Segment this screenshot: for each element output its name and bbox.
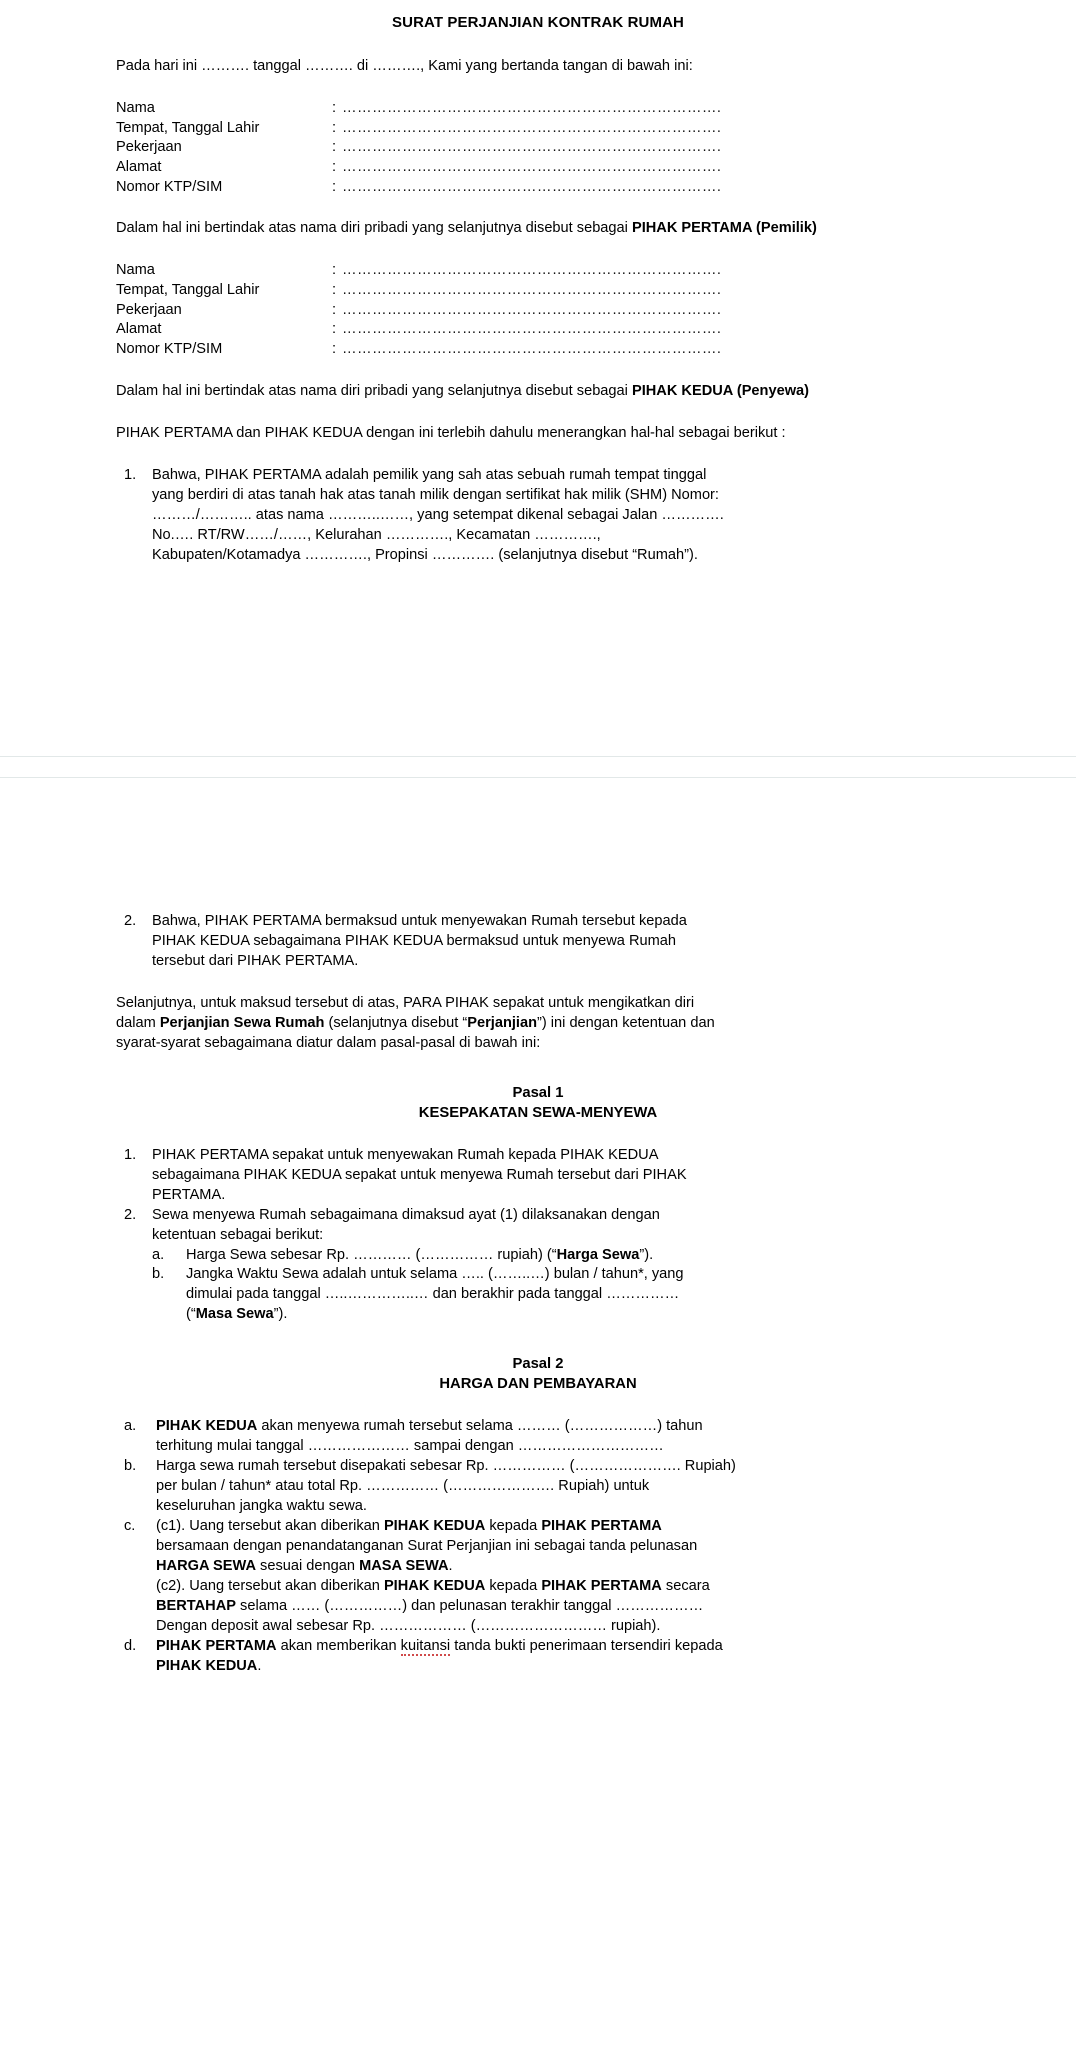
field-dots-pekerjaan[interactable]: ………………………………………………………………….	[342, 301, 722, 318]
field-row-nomor-ktp-sim	[116, 340, 960, 360]
page-separator	[0, 756, 1076, 778]
field-row-tempat-tanggal-lahir	[116, 281, 960, 301]
field-label-pekerjaan: Pekerjaan	[116, 301, 182, 318]
item-line: Dengan deposit awal sebesar Rp. ……………… (……………………… rupiah).	[156, 1618, 661, 1635]
pasal-1-number: Pasal 1	[512, 1084, 564, 1101]
subitem-marker: b.	[152, 1266, 165, 1283]
field-dots-tempat-tanggal-lahir[interactable]: ………………………………………………………………….	[342, 282, 722, 299]
item-marker: b.	[124, 1458, 137, 1475]
document-title: SURAT PERJANJIAN KONTRAK RUMAH	[392, 14, 684, 31]
recital-line: Bahwa, PIHAK PERTAMA adalah pemilik yang sah atas sebuah rumah tempat tinggal	[152, 466, 707, 483]
party-one-statement-text: Dalam hal ini bertindak atas nama diri pribadi yang selanjutnya disebut sebagai	[116, 220, 632, 237]
party-one-statement	[116, 219, 960, 239]
recital-item-1	[116, 466, 960, 566]
field-colon: :	[332, 301, 337, 318]
field-colon: :	[332, 119, 337, 136]
field-label-alamat: Alamat	[116, 321, 162, 338]
field-dots-nama[interactable]: ………………………………………………………………….	[342, 99, 722, 116]
field-colon: :	[332, 159, 337, 176]
preamble-paragraph: PIHAK PERTAMA dan PIHAK KEDUA dengan ini terlebih dahulu menerangkan hal-hal sebagai berikut :	[116, 424, 786, 441]
field-row-tempat-tanggal-lahir	[116, 119, 960, 139]
item-line: HARGA SEWA sesuai dengan MASA SEWA.	[156, 1558, 453, 1575]
agreement-shortname-bold: Perjanjian	[467, 1014, 538, 1031]
pasal-1-subitem-a	[152, 1246, 960, 1266]
subitem-line: Harga Sewa sebesar Rp. ………… (…………… rupiah) (“Harga Sewa”).	[186, 1246, 654, 1263]
pasal-1-item-list	[116, 1146, 960, 1326]
recital-line: tersebut dari PIHAK PERTAMA.	[152, 952, 359, 969]
subitem-marker: a.	[152, 1246, 165, 1263]
agreement-intro-paragraph	[116, 994, 960, 1054]
item-line: PERTAMA.	[152, 1186, 226, 1203]
field-row-nomor-ktp-sim	[116, 178, 960, 198]
recital-line: PIHAK KEDUA sebagaimana PIHAK KEDUA bermaksud untuk menyewa Rumah	[152, 932, 676, 949]
field-dots-nama[interactable]: ………………………………………………………………….	[342, 262, 722, 279]
pasal-2-item-list	[116, 1417, 960, 1677]
opening-line: Pada hari ini ………. tanggal ………. di ………., Kami yang bertanda tangan di bawah ini:	[116, 58, 693, 74]
item-line: keseluruhan jangka waktu sewa.	[156, 1498, 367, 1515]
pasal-1-item-1	[116, 1146, 960, 1206]
field-dots-nomor-ktp-sim[interactable]: ………………………………………………………………….	[342, 178, 722, 195]
field-row-pekerjaan	[116, 301, 960, 321]
recital-list-continued	[116, 912, 960, 972]
field-label-nama: Nama	[116, 99, 155, 116]
field-dots-alamat[interactable]: ………………………………………………………………….	[342, 159, 722, 176]
recital-item-2	[116, 912, 960, 972]
party-one-fields	[116, 99, 960, 197]
recital-marker: 2.	[124, 912, 137, 929]
party-two-statement	[116, 382, 960, 402]
item-marker: 1.	[124, 1146, 137, 1163]
field-label-nomor-ktp-sim: Nomor KTP/SIM	[116, 341, 223, 358]
party-two-designation: PIHAK KEDUA (Penyewa)	[631, 382, 810, 399]
item-line: ketentuan sebagai berikut:	[152, 1226, 324, 1243]
field-row-nama	[116, 261, 960, 281]
item-line: sebagaimana PIHAK KEDUA sepakat untuk menyewa Rumah tersebut dari PIHAK	[152, 1166, 687, 1183]
agreement-intro-line-2-post: ”) ini dengan ketentuan dan	[537, 1014, 715, 1031]
recital-list	[116, 466, 960, 566]
pasal-2-item-b	[116, 1457, 960, 1517]
party-one-designation: PIHAK PERTAMA (Pemilik)	[631, 220, 817, 237]
agreement-name-bold: Perjanjian Sewa Rumah	[159, 1014, 325, 1031]
pasal-2-title: HARGA DAN PEMBAYARAN	[439, 1376, 637, 1393]
field-label-tempat-tanggal-lahir: Tempat, Tanggal Lahir	[116, 282, 260, 299]
item-line: Harga sewa rumah tersebut disepakati sebesar Rp. …………… (…………………. Rupiah)	[156, 1458, 736, 1475]
item-marker: a.	[124, 1418, 137, 1435]
field-colon: :	[332, 99, 337, 116]
field-row-nama	[116, 99, 960, 119]
agreement-intro-line-2-mid: (selanjutnya disebut “	[324, 1014, 468, 1031]
pasal-1-subitem-list	[152, 1246, 960, 1326]
recital-line: Kabupaten/Kotamadya …………., Propinsi …………. (selanjutnya disebut “Rumah”).	[152, 546, 698, 563]
pasal-2-number: Pasal 2	[512, 1356, 564, 1373]
agreement-intro-line-2-pre: dalam	[116, 1014, 160, 1031]
item-line: BERTAHAP selama …… (……………) dan pelunasan terakhir tanggal ………………	[156, 1598, 704, 1615]
item-marker: c.	[124, 1518, 136, 1535]
field-label-nomor-ktp-sim: Nomor KTP/SIM	[116, 178, 223, 195]
document-page-2	[0, 778, 1076, 1697]
subitem-line: dimulai pada tanggal …..…………..… dan berakhir pada tanggal ……………	[186, 1286, 680, 1303]
field-colon: :	[332, 139, 337, 156]
agreement-intro-line-1: Selanjutnya, untuk maksud tersebut di atas, PARA PIHAK sepakat untuk mengikatkan diri	[116, 994, 695, 1011]
field-label-nama: Nama	[116, 262, 155, 279]
field-row-pekerjaan	[116, 138, 960, 158]
recital-line: No.…. RT/RW……/……, Kelurahan …………., Kecamatan ………….,	[152, 526, 601, 543]
item-marker: d.	[124, 1638, 137, 1655]
field-colon: :	[332, 262, 337, 279]
field-dots-nomor-ktp-sim[interactable]: ………………………………………………………………….	[342, 341, 722, 358]
field-label-pekerjaan: Pekerjaan	[116, 139, 182, 156]
pasal-1-subitem-b	[152, 1265, 960, 1325]
item-line: PIHAK KEDUA.	[156, 1658, 262, 1675]
field-row-alamat	[116, 158, 960, 178]
item-line: Sewa menyewa Rumah sebagaimana dimaksud ayat (1) dilaksanakan dengan	[152, 1206, 660, 1223]
field-label-tempat-tanggal-lahir: Tempat, Tanggal Lahir	[116, 119, 260, 136]
field-dots-alamat[interactable]: ………………………………………………………………….	[342, 321, 722, 338]
item-line: (c2). Uang tersebut akan diberikan PIHAK KEDUA kepada PIHAK PERTAMA secara	[156, 1578, 710, 1595]
document-page-1	[0, 0, 1076, 756]
pasal-2-item-a	[116, 1417, 960, 1457]
item-line: per bulan / tahun* atau total Rp. …………… (…………………. Rupiah) untuk	[156, 1478, 650, 1495]
item-line: PIHAK PERTAMA sepakat untuk menyewakan Rumah kepada PIHAK KEDUA	[152, 1146, 659, 1163]
field-row-alamat	[116, 320, 960, 340]
field-label-alamat: Alamat	[116, 159, 162, 176]
pasal-1-heading	[116, 1084, 960, 1124]
subitem-line: (“Masa Sewa”).	[186, 1306, 288, 1323]
pasal-2-heading	[116, 1355, 960, 1395]
pasal-1-title: KESEPAKATAN SEWA-MENYEWA	[418, 1104, 658, 1121]
item-line: PIHAK KEDUA akan menyewa rumah tersebut selama ……… (………………) tahun	[156, 1418, 703, 1435]
party-two-statement-text: Dalam hal ini bertindak atas nama diri pribadi yang selanjutnya disebut sebagai	[116, 382, 632, 399]
agreement-intro-line-3: syarat-syarat sebagaimana diatur dalam pasal-pasal di bawah ini:	[116, 1034, 541, 1051]
field-dots-pekerjaan[interactable]: ………………………………………………………………….	[342, 139, 722, 156]
recital-line: Bahwa, PIHAK PERTAMA bermaksud untuk menyewakan Rumah tersebut kepada	[152, 912, 687, 929]
pasal-2-item-d	[116, 1637, 960, 1677]
item-line: bersamaan dengan penandatanganan Surat Perjanjian ini sebagai tanda pelunasan	[156, 1538, 698, 1555]
item-line: terhitung mulai tanggal ………………… sampai dengan …………………………	[156, 1438, 664, 1455]
pasal-1-item-2	[116, 1206, 960, 1326]
field-colon: :	[332, 282, 337, 299]
field-colon: :	[332, 178, 337, 195]
recital-line: ………/……….. atas nama ………..……, yang setempat dikenal sebagai Jalan ………….	[152, 506, 724, 523]
item-line: (c1). Uang tersebut akan diberikan PIHAK KEDUA kepada PIHAK PERTAMA	[156, 1518, 662, 1535]
field-colon: :	[332, 341, 337, 358]
recital-line: yang berdiri di atas tanah hak atas tanah milik dengan sertifikat hak milik (SHM) Nomor:	[152, 486, 719, 503]
recital-marker: 1.	[124, 466, 137, 483]
field-dots-tempat-tanggal-lahir[interactable]: ………………………………………………………………….	[342, 119, 722, 136]
item-marker: 2.	[124, 1206, 137, 1223]
party-two-fields	[116, 261, 960, 359]
pasal-2-item-c	[116, 1517, 960, 1637]
subitem-line: Jangka Waktu Sewa adalah untuk selama ….. (……..…) bulan / tahun*, yang	[186, 1266, 684, 1283]
item-line: PIHAK PERTAMA akan memberikan kuitansi tanda bukti penerimaan tersendiri kepada	[156, 1638, 723, 1655]
field-colon: :	[332, 321, 337, 338]
